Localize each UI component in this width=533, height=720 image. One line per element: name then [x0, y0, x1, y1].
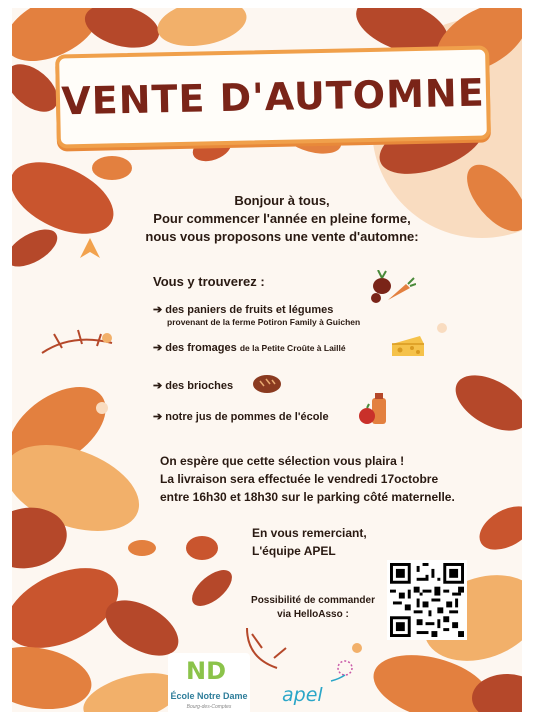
intro-line: Pour commencer l'année en pleine forme,	[153, 211, 411, 226]
poster-title: VENTE D'AUTOMNE	[60, 70, 486, 124]
school-logo	[168, 653, 250, 712]
message-line: entre 16h30 et 18h30 sur le parking côté maternelle.	[160, 490, 455, 504]
intro-line: nous vous proposons une vente d'automne:	[145, 229, 419, 244]
thanks-message	[252, 524, 367, 560]
thanks-line: En vous remerciant,	[252, 526, 367, 540]
helloasso-qr-code[interactable]	[387, 560, 467, 640]
message-line: La livraison sera effectuée le vendredi 17octobre	[160, 472, 439, 486]
item-main: des paniers de fruits et légumes	[165, 304, 334, 316]
item-main: des brioches	[165, 380, 234, 392]
apel-logo: apel	[282, 684, 323, 706]
order-info	[238, 594, 388, 622]
dandelion-icon	[317, 658, 357, 682]
item-main: des fromages	[165, 342, 237, 354]
apple-juice-icon	[358, 392, 390, 426]
qr-code-icon	[390, 563, 464, 637]
bread-icon	[252, 372, 282, 394]
vegetables-icon	[366, 270, 416, 306]
arrow-icon: ➔	[153, 304, 163, 316]
list-item	[153, 379, 233, 392]
list-item	[153, 303, 333, 316]
list-heading: Vous y trouverez :	[153, 274, 265, 289]
school-tagline: Bourg-des-Comptes	[186, 704, 232, 710]
list-item	[153, 410, 329, 423]
arrow-icon: ➔	[153, 380, 163, 392]
intro-line: Bonjour à tous,	[234, 193, 330, 208]
delivery-message	[160, 452, 455, 506]
arrow-icon: ➔	[153, 342, 163, 354]
message-line: On espère que cette sélection vous plaira !	[160, 454, 405, 468]
arrow-icon: ➔	[153, 411, 163, 423]
item-main: notre jus de pommes de l'école	[165, 411, 329, 423]
title-banner	[55, 45, 491, 148]
school-name: École Notre Dame	[170, 691, 248, 701]
item-detail: de la Petite Croûte à Laillé	[239, 343, 346, 353]
poster	[12, 8, 522, 712]
thanks-line: L'équipe APEL	[252, 544, 336, 558]
cheese-icon	[390, 334, 426, 358]
school-logo-mark: ND	[186, 657, 227, 685]
order-line: Possibilité de commander	[251, 595, 375, 606]
order-line: via HelloAsso :	[277, 609, 349, 620]
list-item	[153, 341, 346, 354]
item-detail: provenant de la ferme Potiron Family à Guichen	[167, 317, 361, 327]
intro-text	[132, 192, 432, 246]
